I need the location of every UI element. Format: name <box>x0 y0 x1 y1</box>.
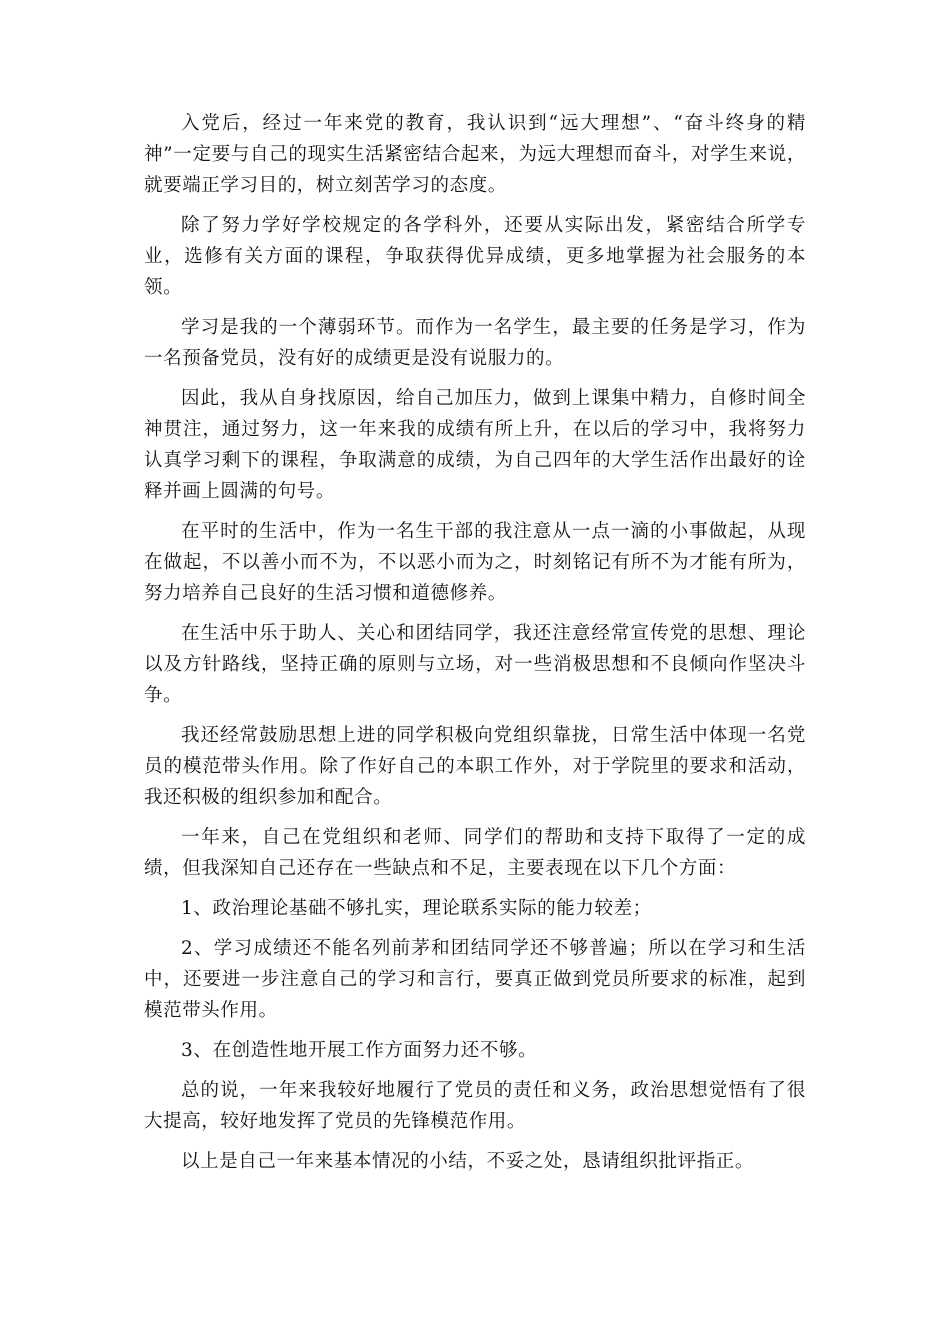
list-item-3: 3、在创造性地开展工作方面努力还不够。 <box>181 1040 538 1061</box>
paragraph-1: 入党后，经过一年来党的教育，我认识到“远大理想”、“奋斗终身的精神”一定要与自己的现实生活紧密结合起来，为远大理想而奋斗，对学生来说，就要端正学习目的，树立刻苦学习的态度。 <box>144 113 806 196</box>
list-item-1: 1、政治理论基础不够扎实，理论联系实际的能力较差； <box>181 898 652 919</box>
paragraph-6: 在生活中乐于助人、关心和团结同学，我还注意经常宣传党的思想、理论以及方针路线，坚持正确的原则与立场，对一些消极思想和不良倾向作坚决斗争。 <box>144 623 806 706</box>
paragraph-7: 我还经常鼓励思想上进的同学积极向党组织靠拢，日常生活中体现一名党员的模范带头作用。除了作好自己的本职工作外，对于学院里的要求和活动，我还积极的组织参加和配合。 <box>144 725 806 808</box>
paragraph-2: 除了努力学好学校规定的各学科外，还要从实际出发，紧密结合所学专业，选修有关方面的课程，争取获得优异成绩，更多地掌握为社会服务的本领。 <box>144 215 806 298</box>
paragraph-5: 在平时的生活中，作为一名生干部的我注意从一点一滴的小事做起，从现在做起，不以善小而不为，不以恶小而为之，时刻铭记有所不为才能有所为，努力培养自己良好的生活习惯和道德修养。 <box>144 521 806 604</box>
paragraph-3: 学习是我的一个薄弱环节。而作为一名学生，最主要的任务是学习，作为一名预备党员，没有好的成绩更是没有说服力的。 <box>144 317 806 369</box>
list-item-2: 2、学习成绩还不能名列前茅和团结同学还不够普遍；所以在学习和生活中，还要进一步注意自己的学习和言行，要真正做到党员所要求的标准，起到模范带头作用。 <box>144 938 806 1021</box>
paragraph-summary: 总的说，一年来我较好地履行了党员的责任和义务，政治思想觉悟有了很大提高，较好地发挥了党员的先锋模范作用。 <box>144 1080 806 1132</box>
paragraph-4: 因此，我从自身找原因，给自己加压力，做到上课集中精力，自修时间全神贯注，通过努力，这一年来我的成绩有所上升，在以后的学习中，我将努力认真学习剩下的课程，争取满意的成绩，为自己四年的大学生活作出最好的诠释并画上圆满的句号。 <box>144 388 806 502</box>
paragraph-closing: 以上是自己一年来基本情况的小结，不妥之处，恳请组织批评指正。 <box>181 1151 755 1172</box>
paragraph-8: 一年来，自己在党组织和老师、同学们的帮助和支持下取得了一定的成绩，但我深知自己还存在一些缺点和不足，主要表现在以下几个方面： <box>144 827 806 879</box>
document-page <box>144 108 806 1186</box>
